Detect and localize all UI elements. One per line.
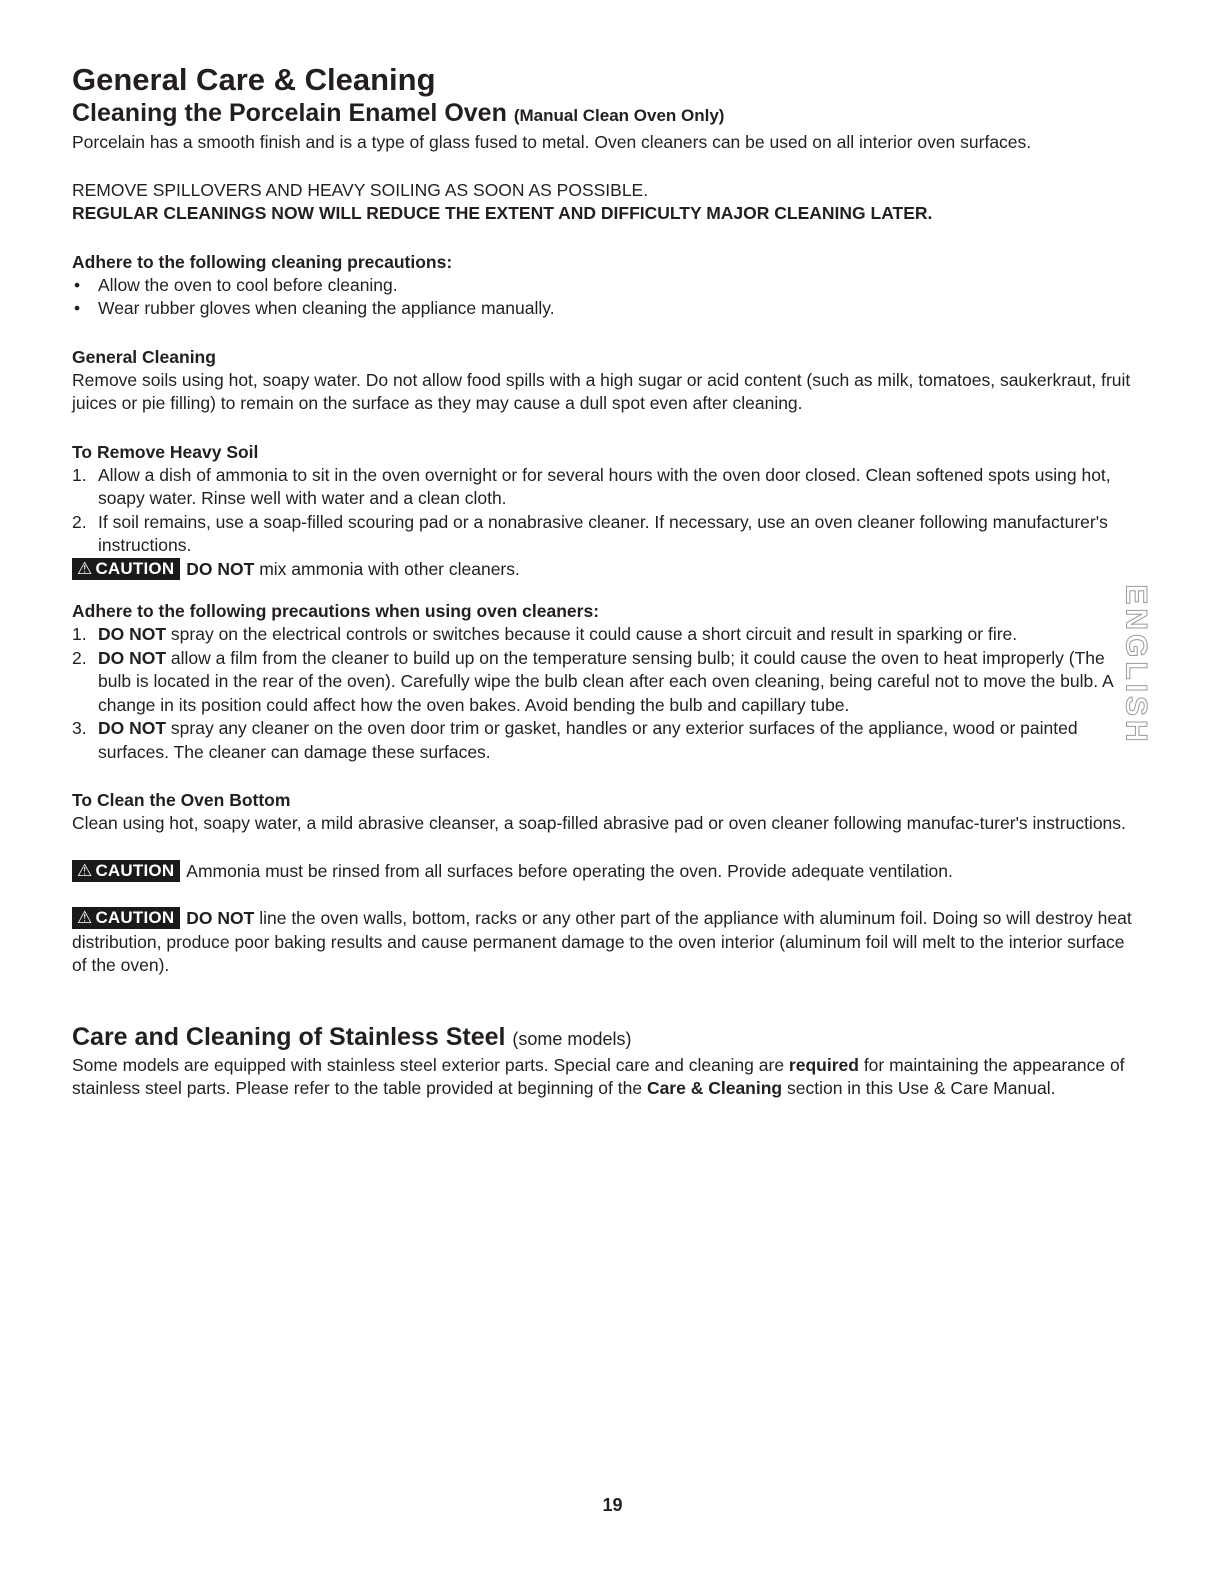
notice-regular-cleanings: REGULAR CLEANINGS NOW WILL REDUCE THE EXTENT AND DIFFICULTY MAJOR CLEANING LATER. bbox=[72, 203, 933, 223]
heavy-soil-heading: To Remove Heavy Soil bbox=[72, 441, 259, 462]
oven-bottom-heading: To Clean the Oven Bottom bbox=[72, 790, 291, 810]
general-cleaning-heading: General Cleaning bbox=[72, 346, 216, 367]
stainless-heading bbox=[72, 1022, 1132, 1054]
notice-remove-spillovers: REMOVE SPILLOVERS AND HEAVY SOILING AS SOON AS POSSIBLE. bbox=[72, 179, 649, 200]
warning-triangle-icon: ⚠ bbox=[77, 558, 93, 578]
caution-do-not: DO NOT bbox=[186, 908, 255, 928]
step-number: 3. bbox=[72, 718, 87, 738]
stainless-text-section-ref: Care & Cleaning bbox=[646, 1078, 783, 1098]
stainless-heading-text: Care and Cleaning of Stainless Steel bbox=[72, 1022, 506, 1051]
stainless-text-part: Some models are equipped with stainless steel exterior parts. Special care and cleaning are bbox=[72, 1054, 789, 1075]
caution-do-not: DO NOT bbox=[186, 558, 255, 579]
porcelain-heading-text: Cleaning the Porcelain Enamel Oven bbox=[72, 99, 507, 127]
language-label: ENGLISH bbox=[1120, 584, 1154, 746]
warning-triangle-icon: ⚠ bbox=[77, 860, 93, 880]
stainless-text bbox=[72, 1054, 1132, 1101]
caution-ammonia-rinse bbox=[72, 860, 1132, 884]
stainless-text-part: for maintaining the appearance of stainless steel parts. Please refer to the table provided at beginning of the bbox=[72, 1054, 1125, 1098]
oven-bottom-text: Clean using hot, soapy water, a mild abrasive cleanser, a soap-filled abrasive pad or oven cleaner following manufac-turer's instructions. bbox=[72, 813, 1126, 833]
step-text: spray on the electrical controls or switches because it could cause a short circuit and result in sparking or fire. bbox=[166, 624, 1018, 644]
precautions-list bbox=[72, 274, 1132, 321]
oven-cleaner-heading: Adhere to the following precautions when using oven cleaners: bbox=[72, 601, 600, 621]
caution-label: CAUTION bbox=[95, 860, 175, 880]
caution-label: CAUTION bbox=[95, 908, 175, 927]
list-item bbox=[72, 464, 1132, 511]
list-item bbox=[72, 511, 1132, 558]
caution-badge bbox=[72, 558, 180, 580]
stainless-text-part: section in this Use & Care Manual. bbox=[782, 1078, 1056, 1098]
porcelain-intro: Porcelain has a smooth finish and is a type of glass fused to metal. Oven cleaners can be used on all interior oven surfaces. bbox=[72, 132, 1032, 152]
step-do-not: DO NOT bbox=[98, 624, 167, 644]
step-text: If soil remains, use a soap-filled scouring pad or a nonabrasive cleaner. If necessary, use an oven cleaner following manufacturer's instructions. bbox=[98, 511, 1108, 555]
list-item: • Wear rubber gloves when cleaning the appliance manually. bbox=[72, 297, 1132, 321]
step-number: 2. bbox=[72, 647, 87, 668]
caution-label: CAUTION bbox=[95, 558, 175, 578]
list-item bbox=[72, 647, 1132, 718]
oven-cleaner-steps bbox=[72, 623, 1132, 764]
step-text: allow a film from the cleaner to build up on the temperature sensing bulb; it could cause the oven to heat improperly (The bulb is located in the rear of the oven). Carefully wipe the bulb clean after each oven cleaning, being careful not to move the bulb. A change in its position could affect how the oven bakes. Avoid bending the bulb and capillary tube. bbox=[98, 647, 1113, 715]
page-content bbox=[72, 62, 1132, 1101]
porcelain-heading bbox=[72, 98, 1132, 131]
general-cleaning-text: Remove soils using hot, soapy water. Do not allow food spills with a high sugar or acid content (such as milk, tomatoes, saukerkraut, fruit juices or pie filling) to remain on the surface as they may cause a dull spot even after cleaning. bbox=[72, 369, 1131, 413]
caution-ammonia-mix bbox=[72, 558, 1132, 582]
step-do-not: DO NOT bbox=[98, 647, 167, 668]
page-title: General Care & Cleaning bbox=[72, 62, 436, 97]
step-number: 2. bbox=[72, 511, 87, 532]
list-item bbox=[72, 623, 1132, 647]
step-do-not: DO NOT bbox=[98, 718, 167, 738]
warning-triangle-icon: ⚠ bbox=[77, 908, 93, 927]
step-number: 1. bbox=[72, 464, 87, 485]
language-side-tab bbox=[1118, 585, 1154, 745]
heavy-soil-steps bbox=[72, 464, 1132, 558]
stainless-text-required: required bbox=[788, 1054, 859, 1075]
porcelain-heading-note: (Manual Clean Oven Only) bbox=[513, 106, 725, 125]
caution-text: Ammonia must be rinsed from all surfaces before operating the oven. Provide adequate ventilation. bbox=[186, 860, 953, 881]
stainless-heading-note: (some models) bbox=[512, 1028, 632, 1049]
list-item bbox=[72, 717, 1132, 764]
step-text: spray any cleaner on the oven door trim or gasket, handles or any exterior surfaces of the appliance, wood or painted surfaces. The cleaner can damage these surfaces. bbox=[98, 718, 1078, 762]
caution-text: line the oven walls, bottom, racks or any other part of the appliance with aluminum foil. Doing so will destroy heat distribution, produce poor baking results and cause permanent damage to the oven interior (aluminum foil will melt to the interior surface of the oven). bbox=[72, 908, 1132, 975]
caution-text: mix ammonia with other cleaners. bbox=[254, 558, 520, 579]
caution-badge bbox=[72, 860, 180, 882]
precautions-heading: Adhere to the following cleaning precautions: bbox=[72, 251, 453, 272]
caution-badge bbox=[72, 907, 180, 929]
caution-aluminum-foil bbox=[72, 907, 1132, 978]
list-item: • Allow the oven to cool before cleaning. bbox=[72, 274, 1132, 298]
step-number: 1. bbox=[72, 624, 87, 644]
page-number: 19 bbox=[602, 1495, 623, 1515]
step-text: Allow a dish of ammonia to sit in the oven overnight or for several hours with the oven door closed. Clean softened spots using hot, soapy water. Rinse well with water and a clean cloth. bbox=[98, 464, 1111, 508]
